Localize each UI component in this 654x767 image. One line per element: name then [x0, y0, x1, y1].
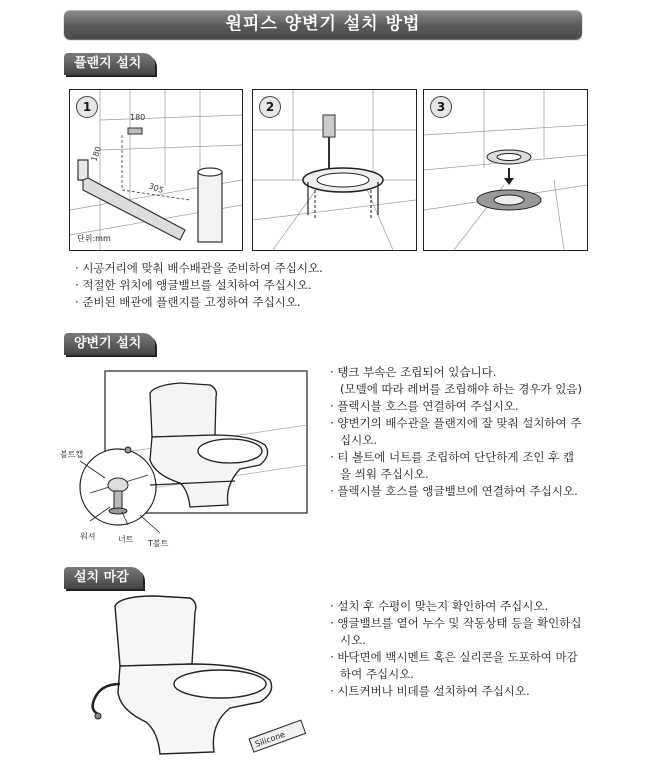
section-label-flange: 플랜지 설치: [64, 53, 155, 75]
dimension-label: 180: [89, 145, 104, 163]
list-item: · 플렉시블 호스를 연결하여 주십시오.: [330, 398, 585, 415]
list-item: · 양변기의 배수관을 플랜지에 잘 맞춰 설치하여 주십시오.: [330, 415, 585, 449]
finish-instructions: [330, 598, 585, 700]
angle-valve-flange-illustration: [253, 90, 416, 250]
page-title: 원피스 양변기 설치 방법: [64, 10, 582, 39]
part-label-t-bolt: T볼트: [148, 539, 169, 548]
step-number-3: 3: [430, 96, 452, 118]
list-item: (모델에 따라 레버를 조립해야 하는 경우가 있음): [340, 382, 582, 396]
list-item: · 설치 후 수평이 맞는지 확인하여 주십시오.: [330, 598, 585, 615]
list-item: · 준비된 배관에 플랜지를 고정하여 주십시오.: [75, 294, 555, 311]
list-item: · 시공거리에 맞춰 배수배관을 준비하여 주십시오.: [75, 260, 555, 277]
dimension-label: 305: [147, 181, 165, 196]
list-item: · 시트커버나 비데를 설치하여 주십시오.: [330, 683, 585, 700]
drain-pipe-illustration: [70, 90, 242, 250]
step1-panel: [69, 89, 243, 251]
part-label-nut: 너트: [118, 535, 134, 544]
toilet-instructions: [330, 364, 585, 500]
list-item: · 바닥면에 백시멘트 혹은 실리콘을 도포하여 마감하여 주십시오.: [330, 649, 585, 683]
flange-fixing-illustration: [424, 90, 587, 250]
flange-instructions: [75, 260, 555, 311]
step-number-2: 2: [259, 96, 281, 118]
list-item: · 앵글밸브를 열어 누수 및 작동상태 등을 확인하십시오.: [330, 615, 585, 649]
step3-panel: [423, 89, 588, 251]
part-label-washer: 워셔: [80, 532, 96, 541]
unit-label: 단위:mm: [77, 234, 111, 243]
finished-toilet-illustration: [80, 592, 320, 762]
list-item: · 탱크 부속은 조립되어 있습니다.: [330, 364, 585, 381]
silicone-tube-label: Silicone: [253, 729, 287, 749]
step-number-1: 1: [76, 96, 98, 118]
list-item: · 티 볼트에 너트를 조립하여 단단하게 조인 후 캡을 씌워 주십시오.: [330, 449, 585, 483]
list-item: · 적절한 위치에 앵글밸브를 설치하여 주십시오.: [75, 277, 555, 294]
list-item: · 플렉시블 호스를 앵글밸브에 연결하여 주십시오.: [330, 483, 585, 500]
step2-panel: [252, 89, 417, 251]
section-label-finish: 설치 마감: [64, 567, 143, 589]
dimension-label: 180: [130, 113, 146, 122]
section-label-toilet: 양변기 설치: [64, 333, 155, 355]
part-label-bolt-cap: 볼트캡: [60, 450, 84, 459]
